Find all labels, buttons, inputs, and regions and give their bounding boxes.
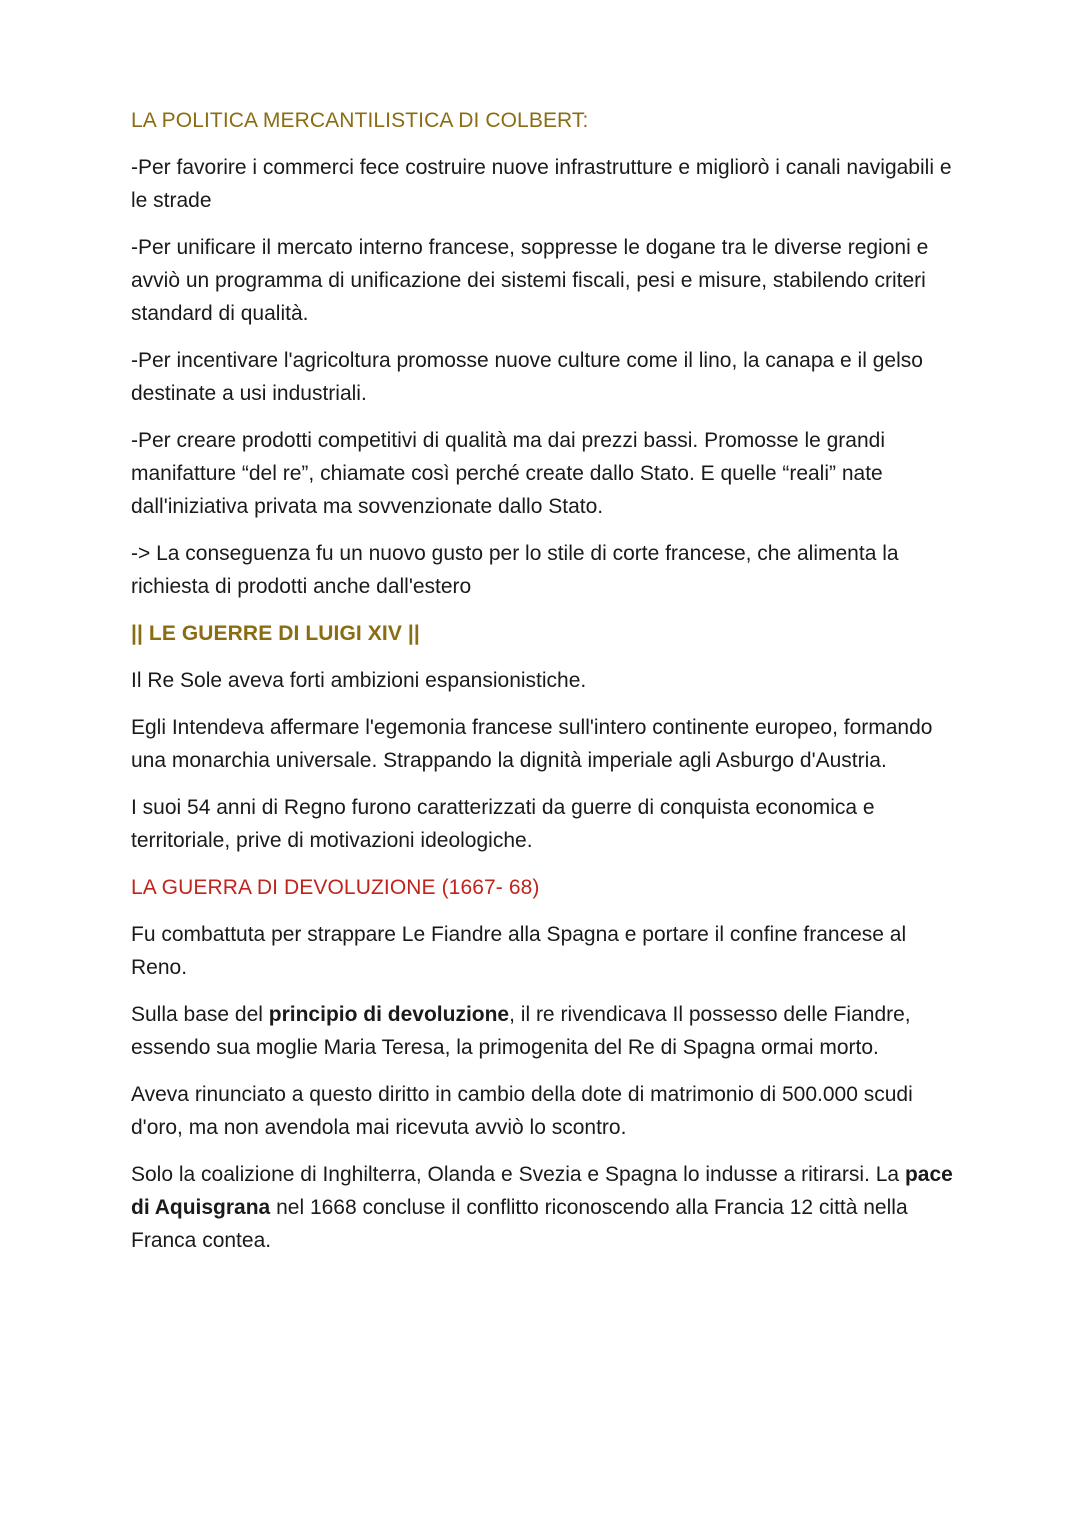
paragraph: -Per favorire i commerci fece costruire nuove infrastrutture e migliorò i canali navigabili e le strade (131, 156, 952, 212)
heading-colbert: LA POLITICA MERCANTILISTICA DI COLBERT: (131, 109, 589, 132)
heading-guerra-devoluzione: LA GUERRA DI DEVOLUZIONE (1667- 68) (131, 876, 540, 899)
paragraph: -Per unificare il mercato interno francese, soppresse le dogane tra le diverse regioni e avviò un programma di unificazione dei sistemi fiscali, pesi e misure, stabilendo criteri standard di qualità. (131, 236, 929, 325)
paragraph: Aveva rinunciato a questo diritto in cambio della dote di matrimonio di 500.000 scudi d'oro, ma non avendola mai ricevuta avviò lo scontro. (131, 1083, 913, 1139)
paragraph: I suoi 54 anni di Regno furono caratterizzati da guerre di conquista economica e territoriale, prive di motivazioni ideologiche. (131, 796, 875, 852)
paragraph (131, 1158, 961, 1257)
document-page (131, 104, 961, 1271)
paragraph: -Per creare prodotti competitivi di qualità ma dai prezzi bassi. Promosse le grandi manifatture “del re”, chiamate così perché create dallo Stato. E quelle “reali” nate dall'iniziativa privata ma sovvenzionate dallo Stato. (131, 429, 886, 518)
bold-term-pace-aquisgrana: pace di Aquisgrana (131, 1163, 953, 1219)
paragraph (131, 998, 961, 1064)
paragraph: Egli Intendeva affermare l'egemonia francese sull'intero continente europeo, formando una monarchia universale. Strappando la dignità imperiale agli Asburgo d'Austria. (131, 716, 933, 772)
text-run: nel 1668 concluse il conflitto riconoscendo alla Francia 12 città nella Franca contea. (131, 1196, 908, 1252)
bold-term-principio-devoluzione: principio di devoluzione (268, 1003, 510, 1026)
paragraph: Fu combattuta per strappare Le Fiandre alla Spagna e portare il confine francese al Reno. (131, 923, 907, 979)
text-run: Sulla base del (131, 1003, 269, 1026)
text-run: Solo la coalizione di Inghilterra, Olanda e Svezia e Spagna lo indusse a ritirarsi. La (131, 1163, 905, 1186)
heading-guerre-luigi: || LE GUERRE DI LUIGI XIV || (131, 622, 420, 645)
text-run: , il re rivendicava Il possesso delle Fiandre, essendo sua moglie Maria Teresa, la primogenita del Re di Spagna ormai morto. (131, 1003, 911, 1059)
paragraph: -> La conseguenza fu un nuovo gusto per lo stile di corte francese, che alimenta la richiesta di prodotti anche dall'estero (131, 542, 899, 598)
paragraph: -Per incentivare l'agricoltura promosse nuove culture come il lino, la canapa e il gelso destinate a usi industriali. (131, 349, 923, 405)
paragraph: Il Re Sole aveva forti ambizioni espansionistiche. (131, 669, 587, 692)
